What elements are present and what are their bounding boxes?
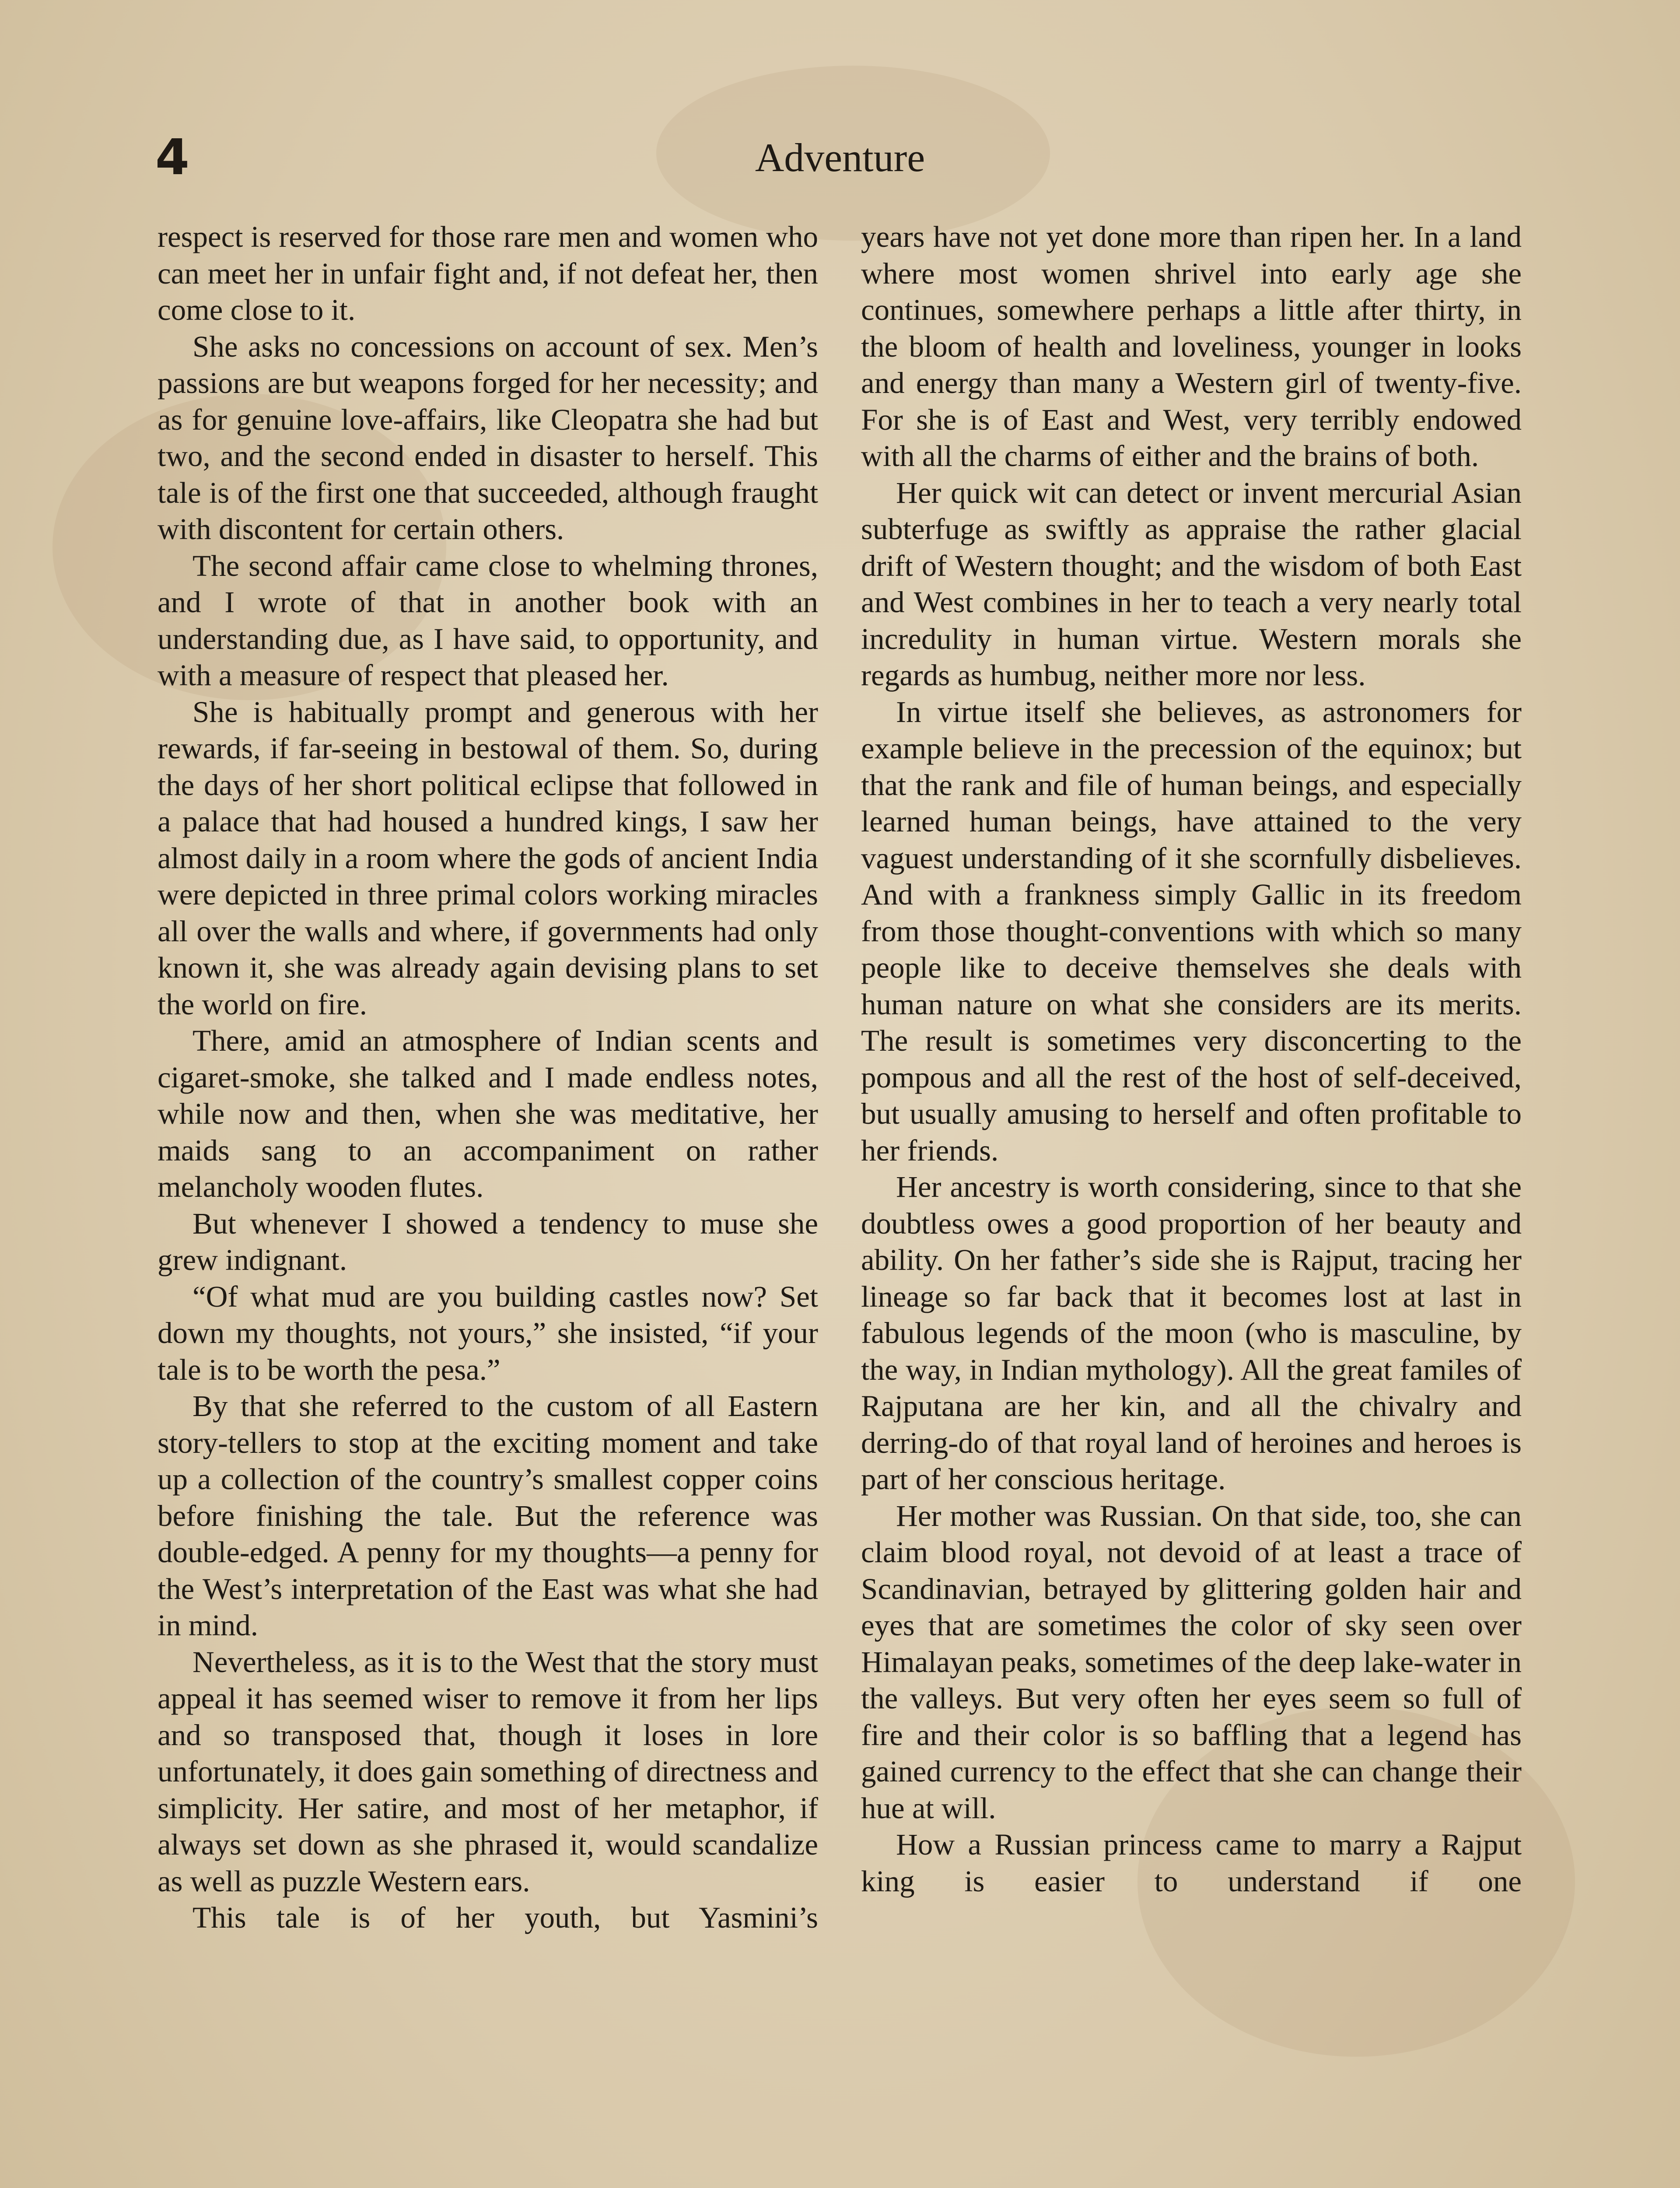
paragraph: Her ancestry is worth considering, since to that she doubtless owes a good proportion of her beauty and ability. On her father’s side she is Rajput, tracing her lineage so far back that it becomes lost at last in fabulous legends of the moon (who is masculine, by the way, in Indian mythology). All the great familes of Rajputana are her kin, and all the chivalry and derring-do of that royal land of heroines and heroes is part of her conscious heritage. [861, 1170, 1522, 1496]
page-number: 4 [155, 129, 189, 186]
paragraph: The second affair came close to whelming thrones, and I wrote of that in another book with an understanding due, as I have said, to opportunity, and with a measure of respect that pleased her. [158, 549, 818, 692]
left-column [158, 219, 818, 1936]
paragraph: Her mother was Russian. On that side, too, she can claim blood royal, not devoid of at least a trace of Scandinavian, betrayed by glittering golden hair and eyes that are sometimes the color of sky seen over Himalayan peaks, sometimes of the deep lake-water in the valleys. But very often her eyes seem so full of fire and their color is so baffling that a legend has gained currency to the effect that she can change their hue at will. [861, 1499, 1522, 1825]
paragraph: In virtue itself she believes, as astronomers for example believe in the precession of the equinox; but that the rank and file of human beings, and especially learned human beings, have attained to the very vaguest understanding of it she scornfully disbelieves. And with a frankness simply Gallic in its freedom from those thought-conventions with which so many people like to deceive themselves she deals with human nature on what she considers are its merits. The result is sometimes very disconcerting to the pompous and all the rest of the host of self-deceived, but usually amusing to herself and often profitable to her friends. [861, 695, 1522, 1167]
paragraph: She is habitually prompt and generous with her rewards, if far-seeing in bestowal of them. So, during the days of her short political eclipse that followed in a palace that had housed a hundred kings, I saw her almost daily in a room where the gods of ancient India were depicted in three primal colors working miracles all over the walls and where, if governments had only known it, she was already again devising plans to set the world on fire. [158, 695, 818, 1021]
paragraph: How a Russian princess came to marry a Rajput king is easier to understand if one [861, 1828, 1522, 1898]
paragraph: There, amid an atmosphere of Indian scents and cigaret-smoke, she talked and I made endless notes, while now and then, when she was meditative, her maids sang to an accompaniment on rather melancholy wooden flutes. [158, 1024, 818, 1203]
right-column [861, 219, 1522, 1900]
paragraph: This tale is of her youth, but Yasmini’s [192, 1901, 818, 1934]
paragraph: Her quick wit can detect or invent mercurial Asian subterfuge as swiftly as appraise the rather glacial drift of Western thought; and the wisdom of both East and West combines in her to teach a very nearly total incredulity in human virtue. Western morals she regards as humbug, neither more nor less. [861, 476, 1522, 692]
paragraph: respect is reserved for those rare men and women who can meet her in unfair fight and, if not defeat her, then come close to it. [158, 220, 818, 326]
page-header [155, 127, 1525, 188]
paragraph: But whenever I showed a tendency to muse she grew indignant. [158, 1206, 818, 1276]
paragraph: “Of what mud are you building castles now? Set down my thoughts, not yours,” she insisted, “if your tale is to be worth the pesa.” [158, 1280, 818, 1386]
paragraph: years have not yet done more than ripen her. In a land where most women shrivel into early age she continues, somewhere perhaps a little after thirty, in the bloom of health and loveliness, younger in looks and energy than many a Western girl of twenty-five. For she is of East and West, very terribly endowed with all the charms of either and the brains of both. [861, 220, 1522, 473]
paragraph: By that she referred to the custom of all Eastern story-tellers to stop at the exciting moment and take up a collection of the country’s smallest copper coins before finishing the tale. But the reference was double-edged. A penny for my thoughts—a penny for the West’s interpretation of the East was what she had in mind. [158, 1389, 818, 1642]
running-title: Adventure [755, 135, 925, 180]
paragraph: Nevertheless, as it is to the West that the story must appeal it has seemed wiser to remove it from her lips and so transposed that, though it loses in lore unfortunately, it does gain something of directness and simplicity. Her satire, and most of her metaphor, if always set down as she phrased it, would scandalize as well as puzzle Western ears. [158, 1645, 818, 1898]
paragraph: She asks no concessions on account of sex. Men’s passions are but weapons forged for her necessity; and as for genuine love-affairs, like Cleopatra she had but two, and the second ended in disaster to herself. This tale is of the first one that succeeded, although fraught with discontent for certain others. [158, 330, 818, 546]
